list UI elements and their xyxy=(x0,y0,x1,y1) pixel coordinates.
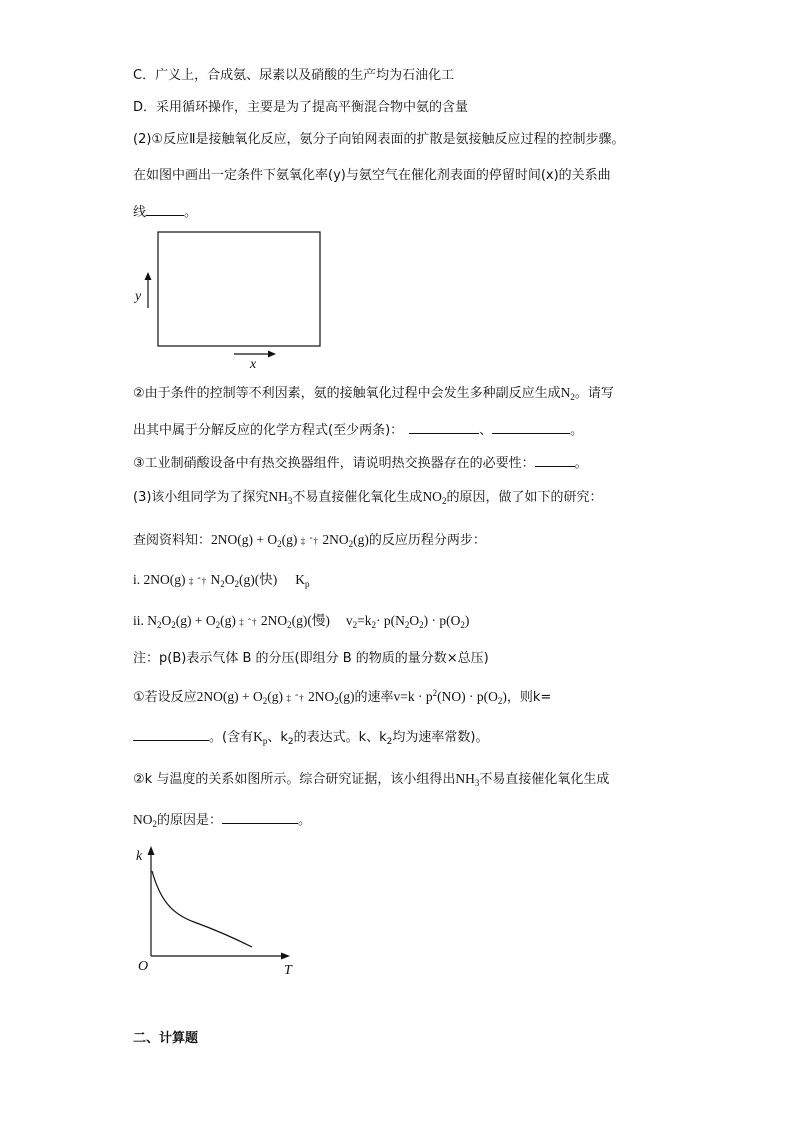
question-3-1-text: ①若设反应 xyxy=(133,690,197,705)
reference-equation xyxy=(211,532,369,547)
figure-1-y-label: y xyxy=(135,289,142,304)
reference-text: 查阅资料知： xyxy=(133,533,212,548)
answer-blank[interactable] xyxy=(492,421,570,434)
subscript: 2 xyxy=(371,620,376,630)
formula-part: 2NO(g) + O xyxy=(196,689,263,704)
step-2-label: ii. xyxy=(133,613,148,628)
formula-nh3 xyxy=(455,771,479,786)
formula-part: (g)(慢) xyxy=(291,613,330,628)
question-2-3-line xyxy=(133,454,588,473)
question-3-1-text-b-end: 均为速率常数)。 xyxy=(392,730,489,745)
formula-part: 2NO xyxy=(308,689,335,704)
step-1-label: i. xyxy=(133,572,144,587)
formula-part: O xyxy=(161,613,172,628)
period: 。 xyxy=(574,456,588,471)
question-3-1-text-mid: 的速率 xyxy=(354,690,394,705)
subscript: 2 xyxy=(171,620,176,630)
subscript: 2 xyxy=(152,819,157,829)
question-2-2-text-a: ②由于条件的控制等不利因素，氨的接触氧化过程中会发生多种副反应生成 xyxy=(133,386,561,401)
equilibrium-arrow: ‡ ˆ† xyxy=(286,693,305,703)
step-1-line xyxy=(133,571,310,590)
formula-no2 xyxy=(422,489,446,504)
graph-box xyxy=(158,232,320,346)
question-3-1-text-b2: 的表达式。k、k xyxy=(293,730,387,745)
subscript: 2 xyxy=(348,539,354,549)
answer-blank[interactable] xyxy=(222,811,298,824)
question-2-3-text: ③工业制硝酸设备中有热交换器组件，请说明热交换器存在的必要性： xyxy=(133,456,535,471)
equilibrium-arrow: ‡ ˆ† xyxy=(300,536,319,546)
formula-part: O xyxy=(409,613,420,628)
formula-part: 2NO xyxy=(260,613,288,628)
subscript: 2 xyxy=(460,620,465,630)
subscript: 2 xyxy=(234,579,240,589)
reference-line xyxy=(133,531,486,550)
subscript: 2 xyxy=(497,696,503,706)
question-2-2-line-b xyxy=(133,421,583,440)
subscript: 2 xyxy=(404,620,410,630)
formula-part: 2NO(g) + O xyxy=(211,532,278,547)
question-2-2-text-a-end: 。请写 xyxy=(574,386,614,401)
k-axis-arrow-head xyxy=(148,846,155,855)
formula-part: ) · p(O xyxy=(423,613,461,628)
formula-n2 xyxy=(561,385,575,400)
subscript: 2 xyxy=(419,620,424,630)
formula-part: K xyxy=(295,572,305,587)
subscript: 2 xyxy=(352,620,358,630)
question-3-2-line-b xyxy=(133,811,311,830)
section-title xyxy=(133,1030,198,1048)
formula-part: v=k · p xyxy=(393,689,433,704)
subscript: p xyxy=(305,579,310,589)
subscript: p xyxy=(262,736,268,746)
formula-part: ) xyxy=(464,613,470,628)
figure-2-origin-label: O xyxy=(138,959,149,974)
question-2-1-text-b: 在如图中画出一定条件下氨氧化率(y)与氨空气在催化剂表面的停留时间(x)的关系曲 xyxy=(133,168,611,183)
formula-nh3 xyxy=(268,489,292,504)
subscript: 2 xyxy=(441,496,447,506)
subscript: 2 xyxy=(287,737,294,747)
formula-no2 xyxy=(133,812,157,827)
note-line xyxy=(133,650,489,668)
formula-part: NH xyxy=(455,771,475,786)
note-text: 注：p(B)表示气体 B 的分压(即组分 B 的物质的量分数×总压) xyxy=(133,651,489,666)
figure-1-blank-graph xyxy=(130,228,330,372)
formula-part: NH xyxy=(268,489,288,504)
formula-part: NO xyxy=(133,812,153,827)
formula-part: =k xyxy=(357,613,372,628)
superscript: 2 xyxy=(432,688,438,698)
formula-part: O xyxy=(224,572,235,587)
answer-blank[interactable] xyxy=(133,728,209,741)
separator: 、 xyxy=(479,423,493,438)
formula-part: K xyxy=(253,729,263,744)
subscript: 2 xyxy=(570,392,575,402)
formula-part: · p(N xyxy=(375,613,405,628)
subscript: 3 xyxy=(474,778,480,788)
question-3-2-text: ②k 与温度的关系如图所示。综合研究证据，该小组得出 xyxy=(133,772,456,787)
question-3-line xyxy=(133,488,602,507)
formula-part: (g) xyxy=(220,613,236,628)
formula-part: ) xyxy=(502,689,507,704)
option-d xyxy=(133,99,468,117)
question-3-1-line-a xyxy=(133,688,551,707)
subscript: 2 xyxy=(277,539,282,549)
formula-part: 2NO xyxy=(322,532,349,547)
subscript: 2 xyxy=(334,696,339,706)
formula-part: (g) xyxy=(353,532,369,547)
x-arrow-head xyxy=(268,351,276,358)
question-3-1-text-end: ，则k= xyxy=(506,690,552,705)
question-3-1-line-b xyxy=(133,728,488,747)
formula-part: 、k xyxy=(267,730,288,745)
figure-2-k-vs-t-graph xyxy=(130,842,300,982)
option-c xyxy=(133,67,454,85)
answer-blank[interactable] xyxy=(535,454,575,467)
period: 。 xyxy=(570,423,584,438)
formula-part: (g)(快) xyxy=(239,572,278,587)
subscript: 2 xyxy=(220,579,225,589)
formula-part: (g) + O xyxy=(175,613,216,628)
rate-expression xyxy=(394,689,507,704)
formula-part: (g) xyxy=(338,689,355,704)
section-title-text: 二、计算题 xyxy=(133,1031,199,1046)
formula-part: (g) xyxy=(267,689,284,704)
question-3-text-end: 的原因，做了如下的研究： xyxy=(446,490,603,505)
question-3-1-text-b: 。(含有 xyxy=(209,730,254,745)
question-3-2-text-end: 不易直接催化氧化生成 xyxy=(479,772,610,787)
subscript: 2 xyxy=(386,737,393,747)
reference-text-end: 的反应历程分两步： xyxy=(368,533,486,548)
formula-part: v xyxy=(345,613,353,628)
period: 。 xyxy=(184,205,198,220)
question-2-1-text-c: 线 xyxy=(133,205,147,220)
option-d-text: D．采用循环操作，主要是为了提高平衡混合物中氨的含量 xyxy=(133,100,469,115)
figure-2-y-label: k xyxy=(136,849,143,864)
formula-part: (g) xyxy=(281,532,298,547)
question-3-text-mid: 不易直接催化氧化生成 xyxy=(292,490,423,505)
equilibrium-arrow: ‡ ˆ† xyxy=(188,576,208,586)
question-2-1-line-a xyxy=(133,131,624,149)
formula-part: N xyxy=(210,572,221,587)
question-3-2-text-b: 的原因是： xyxy=(157,813,223,828)
subscript: 3 xyxy=(287,496,293,506)
formula-part: N xyxy=(560,385,571,400)
formula-part: 2NO(g) xyxy=(143,572,186,587)
subscript: 2 xyxy=(157,620,162,630)
figure-2-x-label: T xyxy=(284,963,292,978)
formula-part: (NO) · p(O xyxy=(437,689,498,704)
figure-1-x-label: x xyxy=(250,357,257,372)
rate-equation xyxy=(197,689,355,704)
subscript: 2 xyxy=(287,620,292,630)
formula-kp xyxy=(253,729,267,744)
question-2-1-line-c xyxy=(133,203,197,222)
formula-part: NO xyxy=(422,489,442,504)
question-3-text: (3)该小组同学为了探究 xyxy=(133,490,269,505)
formula-part: N xyxy=(147,613,158,628)
y-arrow-head xyxy=(145,272,152,280)
option-c-text: C．广义上，合成氨、尿素以及硝酸的生产均为石油化工 xyxy=(133,68,455,83)
answer-blank[interactable] xyxy=(409,421,479,434)
question-2-2-text-b: 出其中属于分解反应的化学方程式(至少两条)： xyxy=(133,423,404,438)
question-2-1-line-b xyxy=(133,167,611,185)
question-2-1-text-a: (2)①反应Ⅱ是接触氧化反应，氨分子向铂网表面的扩散是氨接触反应过程的控制步骤。 xyxy=(133,132,625,147)
question-2-2-line-a xyxy=(133,384,614,403)
subscript: 2 xyxy=(215,620,221,630)
t-axis-arrow-head xyxy=(281,953,290,960)
step-2-line xyxy=(133,612,469,631)
question-3-2-line-a xyxy=(133,770,609,789)
subscript: 2 xyxy=(262,696,268,706)
equilibrium-arrow: ‡ ˆ† xyxy=(239,617,258,627)
k-decreasing-curve xyxy=(152,871,252,947)
period: 。 xyxy=(298,813,312,828)
answer-blank[interactable] xyxy=(146,203,184,216)
